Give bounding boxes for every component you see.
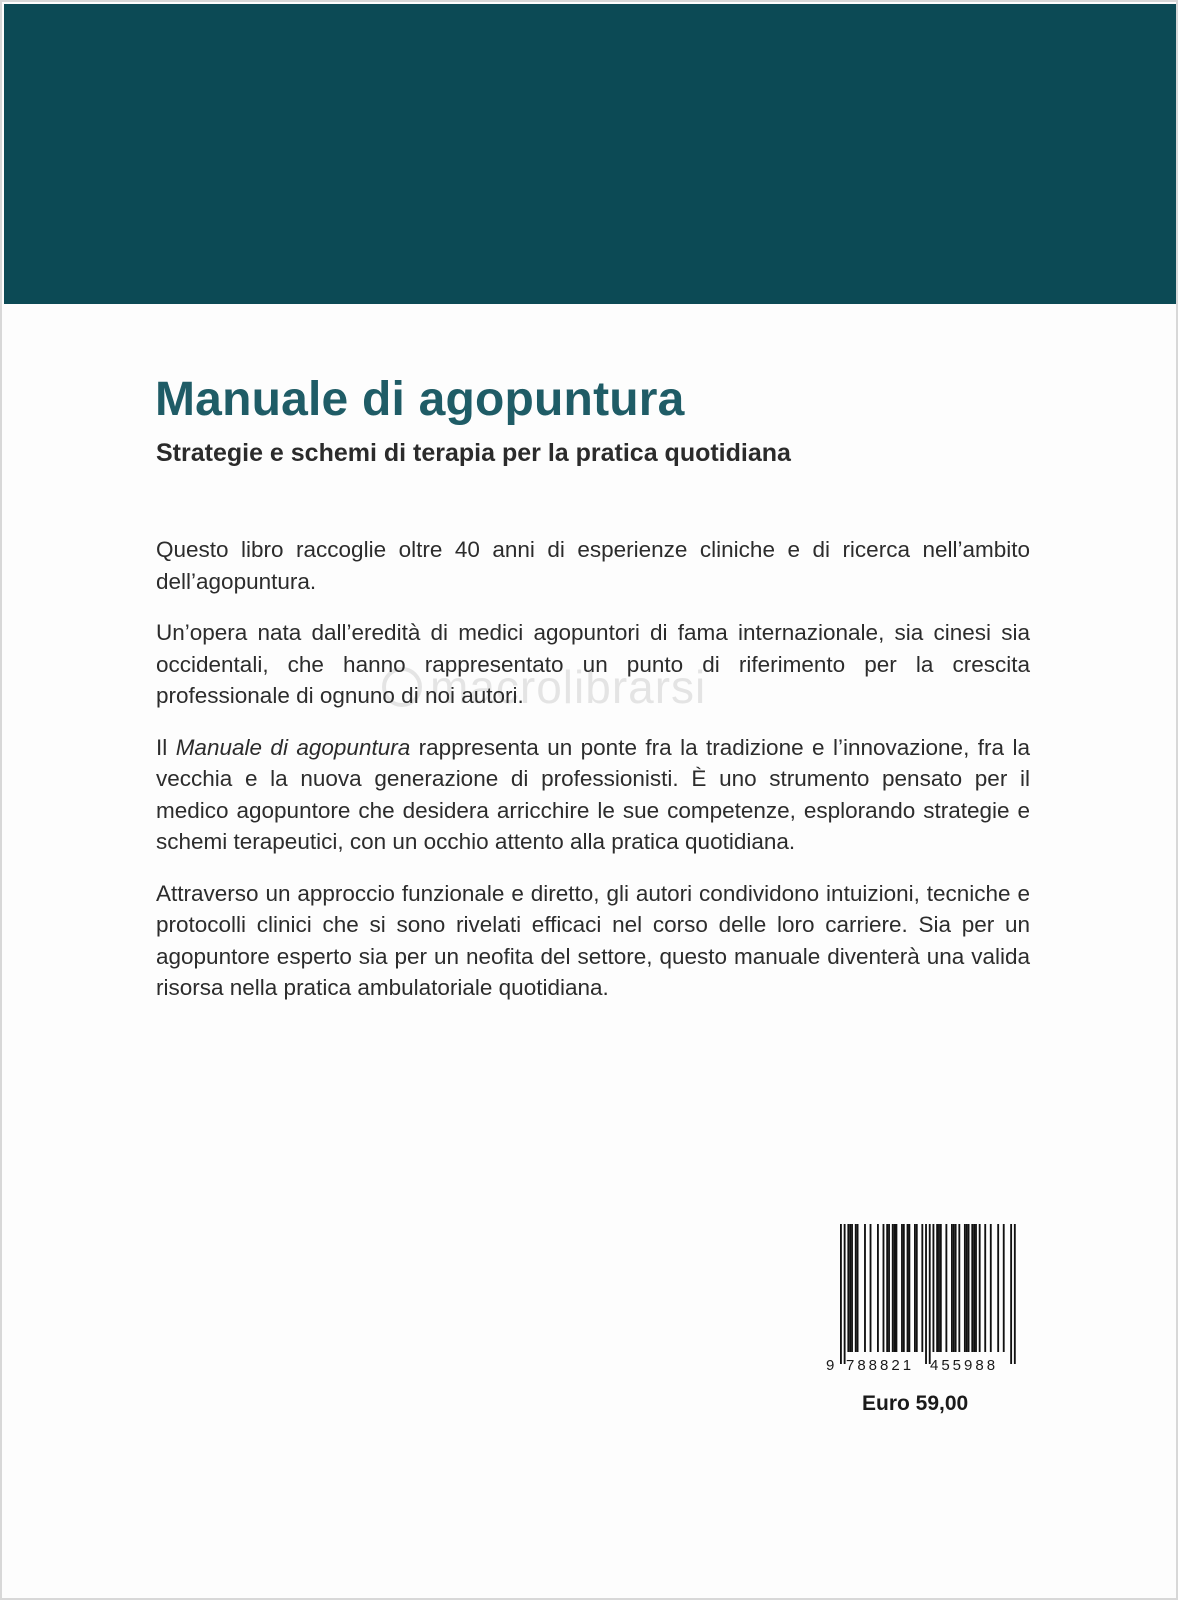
- barcode-bar: [933, 1224, 935, 1352]
- barcode-bar: [990, 1224, 992, 1352]
- barcode-bar: [971, 1224, 973, 1352]
- blurb-p3-prefix: Il: [156, 734, 176, 760]
- barcode-bar: [916, 1224, 918, 1352]
- barcode-digits-left: 788821: [846, 1357, 915, 1374]
- barcode-bar: [851, 1224, 853, 1352]
- book-title: Manuale di agopuntura: [155, 373, 685, 426]
- barcode-bar: [955, 1224, 957, 1352]
- price-label: Euro 59,00: [862, 1392, 969, 1415]
- blurb-paragraph-4: Attraverso un approccio funzionale e diretto, gli autori condividono intuizioni, tecniche e protocolli clinici che si sono rivelati efficaci nel corso delle loro carriere. Sia per un agopuntore esperto sia per un neofita del settore, questo manuale diventerà una valida risorsa nella pratica ambulatoriale quotidiana.: [156, 880, 1030, 1000]
- barcode-bar: [966, 1224, 968, 1352]
- barcode-graphic: [822, 1224, 1022, 1374]
- blurb-p3-rest: rappresenta un ponte fra la tradizione e l’innovazione, fra la vecchia e la nuova generazione di professionisti. È uno strumento pensato per il medico agopuntore che desidera arricchire le sue competenze, esplorando strategie e schemi terapeutici, con un occhio attento alla pratica quotidiana.: [156, 734, 1030, 854]
- barcode-bar: [958, 1224, 960, 1352]
- barcode-bar: [940, 1224, 942, 1352]
- barcode-bar: [914, 1224, 916, 1352]
- blurb-p3-title: Manuale di agopuntura: [175, 734, 411, 760]
- barcode-bar: [888, 1224, 890, 1352]
- barcode-bar: [907, 1224, 909, 1352]
- barcode-bar: [857, 1224, 859, 1352]
- barcode-bar: [903, 1224, 905, 1352]
- barcode-bar: [979, 1224, 981, 1352]
- barcode-bar: [921, 1224, 923, 1352]
- barcode-bar: [973, 1224, 975, 1352]
- barcode-bar: [1003, 1224, 1005, 1352]
- barcode-bar: [883, 1224, 885, 1352]
- watermark-text: macrolibrarsi: [430, 661, 707, 713]
- blurb-paragraph-1: Questo libro raccoglie oltre 40 anni di esperienze cliniche e di ricerca nell’ambito dell’agopuntura.: [156, 537, 1030, 594]
- barcode-bar: [945, 1224, 947, 1352]
- isbn-barcode: [822, 1224, 1022, 1374]
- barcode-bar: [896, 1224, 898, 1352]
- barcode-bar: [929, 1224, 931, 1364]
- barcode-bar: [997, 1224, 999, 1352]
- blurb-paragraph-2: Un’opera nata dall’eredità di medici agopuntori di fama internazionale, sia cinesi sia occidentali, che hanno rappresentato un punto di riferimento per la crescita professionale di ognuno di noi autori.: [156, 620, 1030, 708]
- barcode-bar: [892, 1224, 894, 1352]
- barcode-bar: [968, 1224, 970, 1352]
- barcode-bar: [849, 1224, 851, 1352]
- barcode-bar: [886, 1224, 888, 1352]
- blurb-paragraph-3: [156, 732, 1030, 858]
- barcode-bar: [1010, 1224, 1012, 1364]
- barcode-bar: [938, 1224, 940, 1352]
- barcode-bar: [936, 1224, 938, 1352]
- barcode-bar: [964, 1224, 966, 1352]
- barcode-bar: [844, 1224, 846, 1364]
- barcode-bar: [847, 1224, 849, 1352]
- top-color-band: [4, 4, 1176, 304]
- barcode-digit-first: 9: [826, 1357, 835, 1374]
- barcode-bar: [840, 1224, 842, 1364]
- blurb: [156, 534, 1030, 1024]
- barcode-bar: [901, 1224, 903, 1352]
- barcode-bar: [870, 1224, 872, 1352]
- barcode-digits-right: 455988: [930, 1357, 999, 1374]
- barcode-bar: [984, 1224, 986, 1352]
- barcode-bar: [864, 1224, 866, 1352]
- barcode-bar: [1014, 1224, 1016, 1364]
- barcode-bar: [953, 1224, 955, 1352]
- barcode-bar: [975, 1224, 977, 1352]
- barcode-bar: [925, 1224, 927, 1364]
- barcode-bar: [877, 1224, 879, 1352]
- barcode-bar: [894, 1224, 896, 1352]
- barcode-bar: [908, 1224, 910, 1352]
- barcode-bar: [951, 1224, 953, 1352]
- barcode-bar: [855, 1224, 857, 1352]
- book-subtitle: Strategie e schemi di terapia per la pratica quotidiana: [156, 439, 791, 467]
